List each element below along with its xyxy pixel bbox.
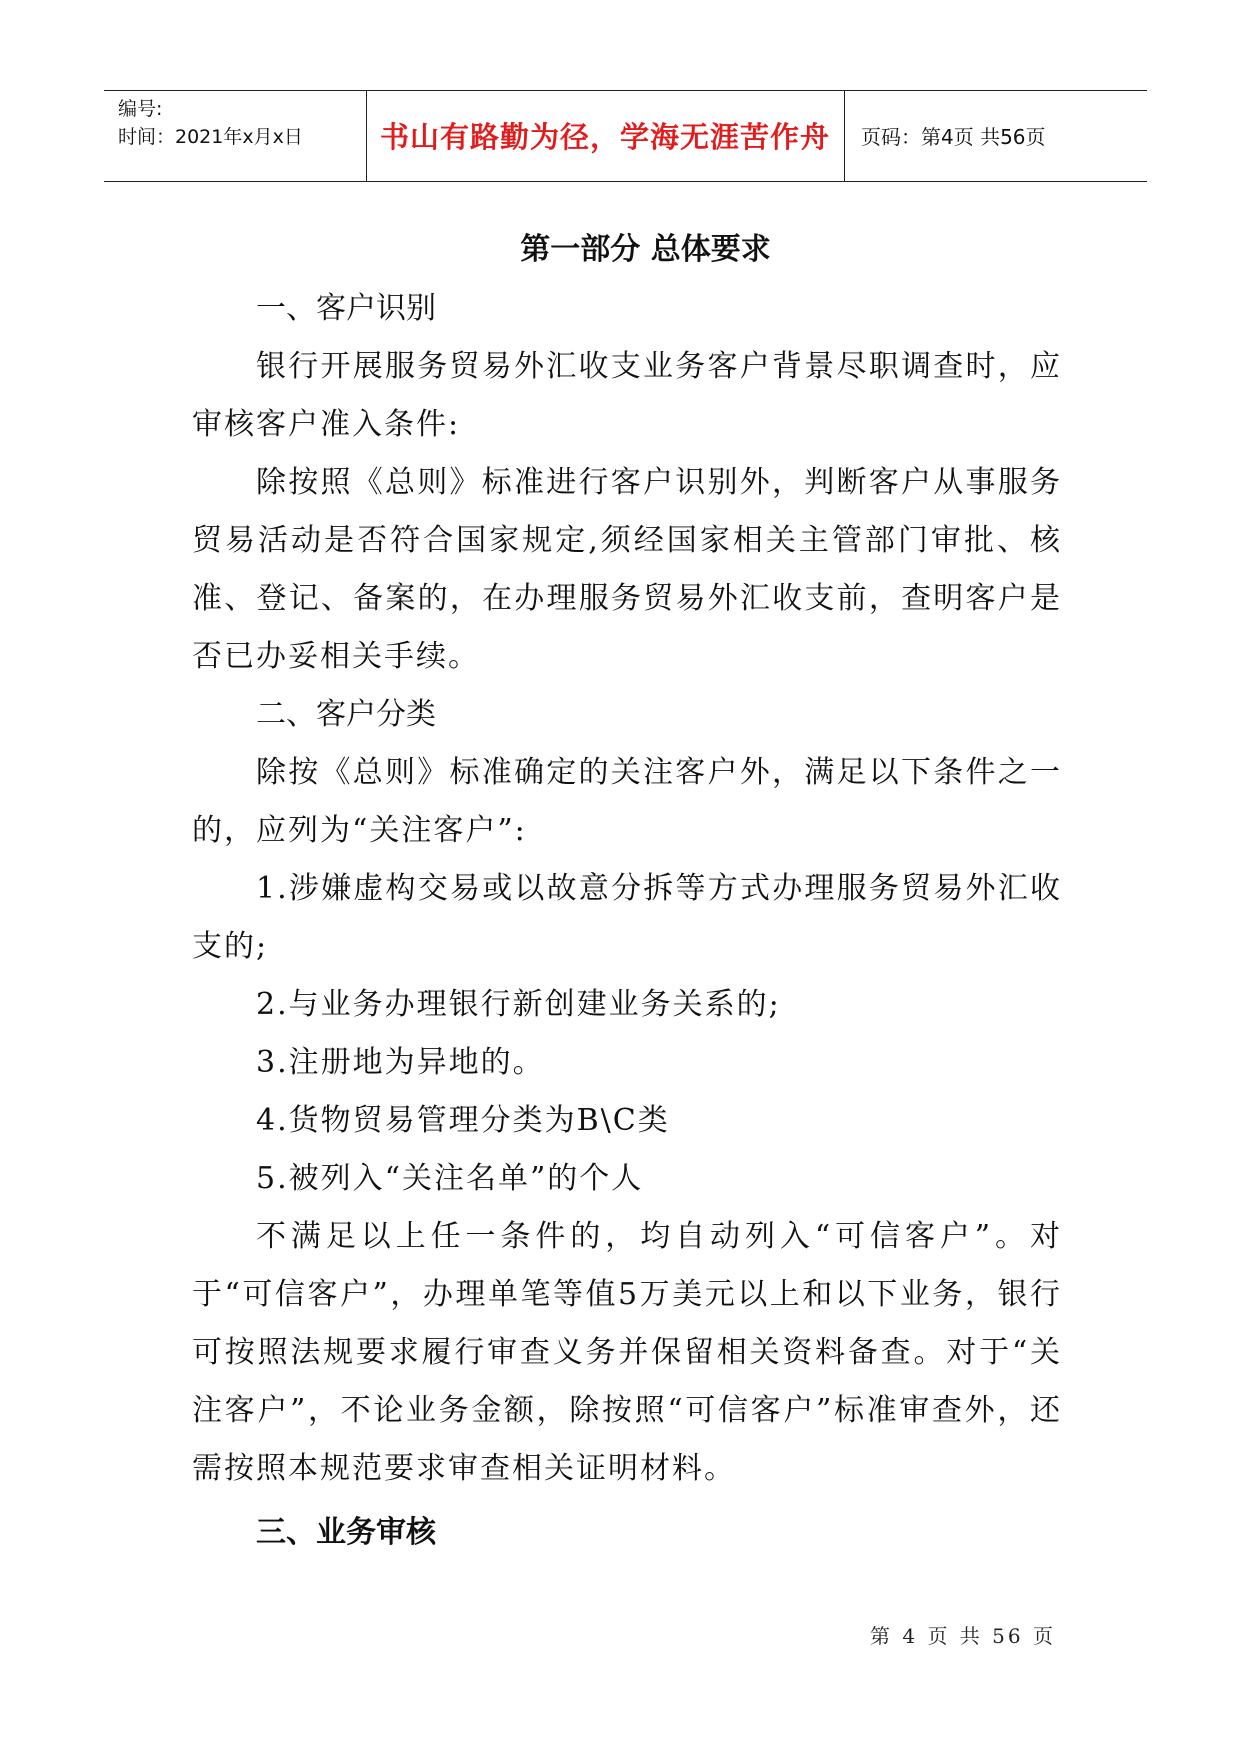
- list-item: 4.货物贸易管理分类为B\C类: [256, 1103, 670, 1138]
- section-heading-customer-classification: 二、客户分类: [256, 697, 436, 732]
- page-header: [104, 90, 1147, 182]
- document-body: [192, 280, 1062, 1562]
- page-title: 第一部分 总体要求: [520, 232, 771, 267]
- section-heading-customer-identification: 一、客户识别: [256, 291, 436, 326]
- paragraph: 不满足以上任一条件的，均自动列入“可信客户”。对于“可信客户”，办理单笔等值5万美元以上和以下业务，银行可按照法规要求履行审查义务并保留相关资料备查。对于“关注客户”，不论业务金额，除按照“可信客户”标准审查外，还需按照本规范要求审查相关证明材料。: [192, 1219, 1062, 1486]
- list-item: 1.涉嫌虚构交易或以故意分拆等方式办理服务贸易外汇收支的;: [192, 871, 1062, 964]
- document-date: 时间：2021年x月x日: [118, 126, 303, 148]
- page-footer: 第 4 页 共 56 页: [870, 1624, 1056, 1648]
- list-item: 3.注册地为异地的。: [256, 1045, 545, 1080]
- list-item: 2.与业务办理银行新创建业务关系的;: [256, 987, 781, 1022]
- document-number-label: 编号:: [118, 98, 163, 120]
- header-motto: 书山有路勤为径，学海无涯苦作舟: [379, 120, 830, 154]
- list-item: 5.被列入“关注名单”的个人: [256, 1161, 644, 1196]
- paragraph: 银行开展服务贸易外汇收支业务客户背景尽职调查时，应审核客户准入条件:: [192, 349, 1062, 442]
- section-heading-business-review: 三、业务审核: [256, 1515, 436, 1550]
- paragraph: 除按照《总则》标准进行客户识别外，判断客户从事服务贸易活动是否符合国家规定,须经国家相关主管部门审批、核准、登记、备案的，在办理服务贸易外汇收支前，查明客户是否已办妥相关手续。: [192, 465, 1062, 674]
- header-divider: [844, 91, 845, 181]
- header-page-code: 页码：第4页 共56页: [861, 125, 1046, 149]
- paragraph: 除按《总则》标准确定的关注客户外，满足以下条件之一的，应列为“关注客户”:: [192, 755, 1062, 848]
- header-meta: [118, 95, 303, 151]
